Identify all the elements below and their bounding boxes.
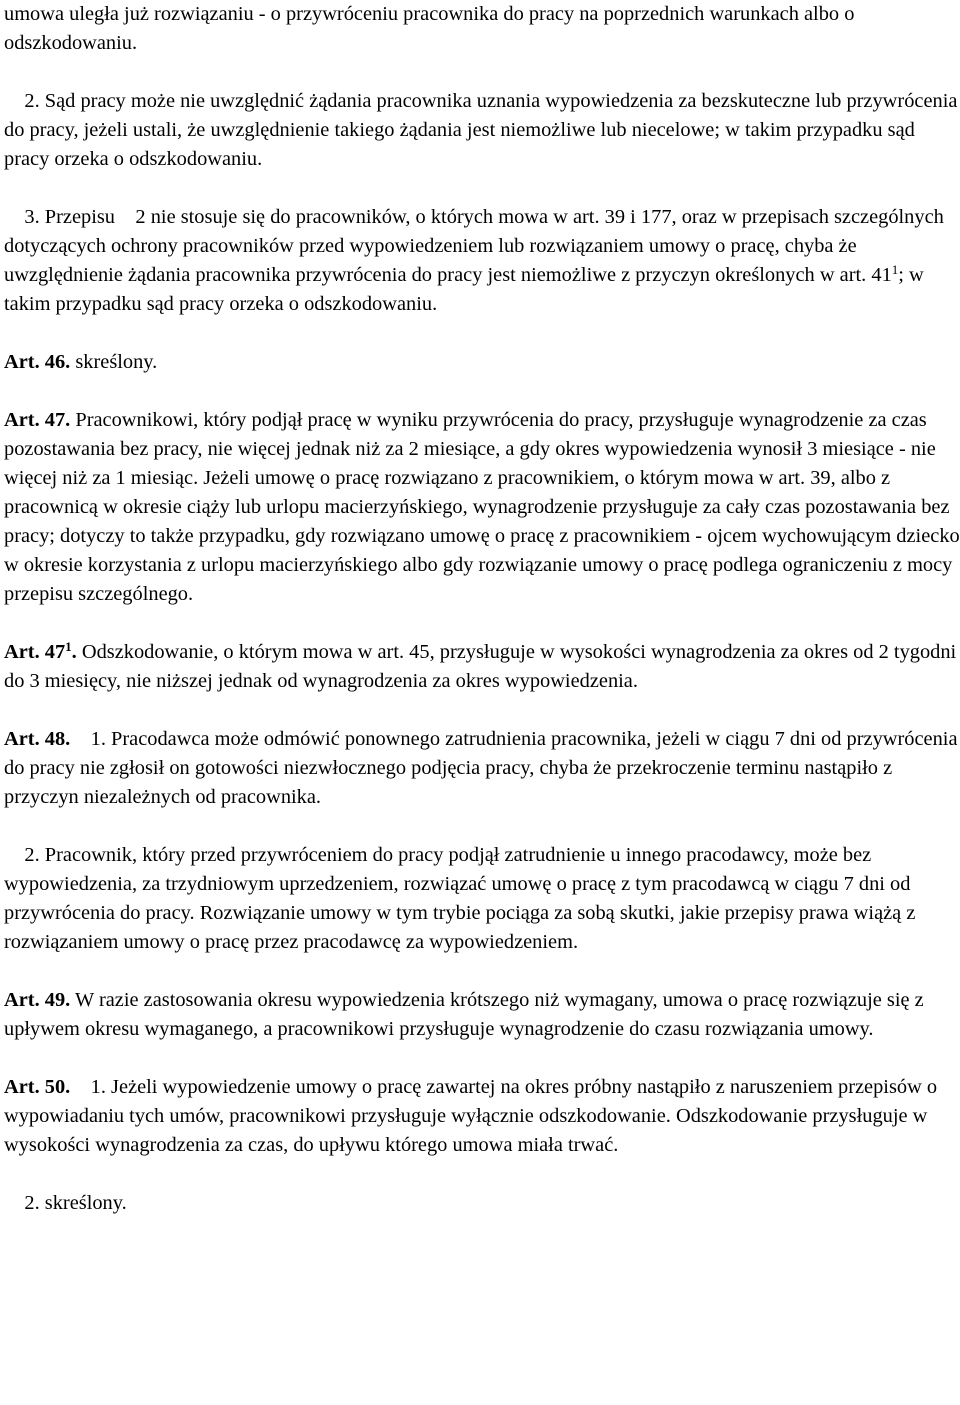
paragraph-art48-section1 (4, 725, 960, 812)
article-heading (4, 641, 77, 663)
paragraph-text-b: 2 nie stosuje się do pracowników, o których mowa w art. 39 i 177, oraz w przepisach szczególnych dotyczących ochrony pracowników przed wypowiedzeniem lub rozwiązaniem umowy o pracę, chyba że uwzględnienie żądania pracownika przywrócenia do pracy jest niemożliwe z przyczyn określonych w art. 41 (4, 206, 944, 286)
section-number: 2. (19, 1192, 40, 1214)
section-sign-icon (4, 90, 19, 112)
paragraph-art47 (4, 406, 960, 609)
paragraph-art46 (4, 348, 960, 377)
section-sign-icon (70, 728, 85, 750)
paragraph-art45-section2 (4, 87, 960, 174)
section-sign-icon (4, 206, 19, 228)
paragraph-art49 (4, 986, 960, 1044)
article-heading-text: Art. 47 (4, 641, 66, 663)
article-heading-superscript: 1 (65, 639, 72, 654)
paragraph-text: Jeżeli wypowiedzenie umowy o pracę zawartej na okres próbny nastąpiło z naruszeniem przepisów o wypowiadaniu tych umów, pracownikowi przysługuje wyłącznie odszkodowanie. Odszkodowanie przysługuje w wysokości wynagrodzenia za czas, do upływu którego umowa miała trwać. (4, 1076, 938, 1156)
paragraph-text: Pracownikowi, który podjął pracę w wyniku przywrócenia do pracy, przysługuje wynagrodzenie za czas pozostawania bez pracy, nie więcej jednak niż za 2 miesiące, a gdy okres wypowiedzenia wynosił 3 miesiące - nie więcej niż za 1 miesiąc. Jeżeli umowę o pracę rozwiązano z pracownikiem, o którym mowa w art. 39, albo z pracownicą w okresie ciąży lub urlopu macierzyńskiego, wynagrodzenie przysługuje za cały czas pozostawania bez pracy; dotyczy to także przypadku, gdy rozwiązano umowę o pracę z pracownikiem - ojcem wychowującym dziecko w okresie korzystania z urlopu macierzyńskiego albo gdy rozwiązanie umowy o pracę podlega ograniczeniu z mocy przepisu szczególnego. (4, 409, 960, 605)
section-number: 1. (85, 728, 106, 750)
paragraph-art50-section2 (4, 1189, 960, 1218)
paragraph-art45-section3 (4, 203, 960, 319)
paragraph-text: Pracodawca może odmówić ponownego zatrudnienia pracownika, jeżeli w ciągu 7 dni od przywrócenia do pracy nie zgłosił on gotowości niezwłocznego podjęcia pracy, chyba że przekroczenie terminu nastąpiło z przyczyn niezależnych od pracownika. (4, 728, 958, 808)
article-heading: Art. 49. (4, 989, 71, 1011)
article-heading: Art. 50. (4, 1076, 71, 1098)
paragraph-continuation (4, 0, 960, 58)
paragraph-text: umowa uległa już rozwiązaniu - o przywróceniu pracownika do pracy na poprzednich warunkach albo o odszkodowaniu. (4, 3, 855, 54)
section-number: 1. (85, 1076, 106, 1098)
paragraph-art47-1 (4, 638, 960, 696)
paragraph-art50-section1 (4, 1073, 960, 1160)
section-number: 3. (19, 206, 40, 228)
section-sign-icon (4, 844, 19, 866)
article-heading-dot: . (71, 641, 77, 663)
article-heading: Art. 48. (4, 728, 71, 750)
superscript: 1 (891, 262, 899, 277)
section-number: 2. (19, 844, 40, 866)
paragraph-text-c: ; w takim przypadku sąd pracy orzeka o odszkodowaniu. (4, 264, 924, 315)
article-heading: Art. 47. (4, 409, 71, 431)
article-heading: Art. 46. (4, 351, 71, 373)
paragraph-text-a: Przepisu (39, 206, 121, 228)
section-sign-icon (4, 1192, 19, 1214)
section-number: 2. (19, 90, 40, 112)
paragraph-text: W razie zastosowania okresu wypowiedzenia krótszego niż wymagany, umowa o pracę rozwiązuje się z upływem okresu wymaganego, a pracownikowi przysługuje wynagrodzenie do czasu rozwiązania umowy. (4, 989, 924, 1040)
paragraph-text: Odszkodowanie, o którym mowa w art. 45, przysługuje w wysokości wynagrodzenia za okres od 2 tygodni do 3 miesięcy, nie niższej jednak od wynagrodzenia za okres wypowiedzenia. (4, 641, 957, 692)
section-sign-icon (120, 206, 130, 228)
paragraph-text: skreślony. (39, 1192, 127, 1214)
paragraph-text: Sąd pracy może nie uwzględnić żądania pracownika uznania wypowiedzenia za bezskuteczne lub przywrócenia do pracy, jeżeli ustali, że uwzględnienie takiego żądania jest niemożliwe lub niecelowe; w takim przypadku sąd pracy orzeka o odszkodowaniu. (4, 90, 958, 170)
paragraph-text: Pracownik, który przed przywróceniem do pracy podjął zatrudnienie u innego pracodawcy, może bez wypowiedzenia, za trzydniowym uprzedzeniem, rozwiązać umowę o pracę z tym pracodawcą w ciągu 7 dni od przywrócenia do pracy. Rozwiązanie umowy w tym trybie pociąga za sobą skutki, jakie przepisy prawa wiążą z rozwiązaniem umowy o pracę przez pracodawcę za wypowiedzeniem. (4, 844, 916, 953)
section-sign-icon (70, 1076, 85, 1098)
paragraph-text: skreślony. (70, 351, 158, 373)
paragraph-art48-section2 (4, 841, 960, 957)
